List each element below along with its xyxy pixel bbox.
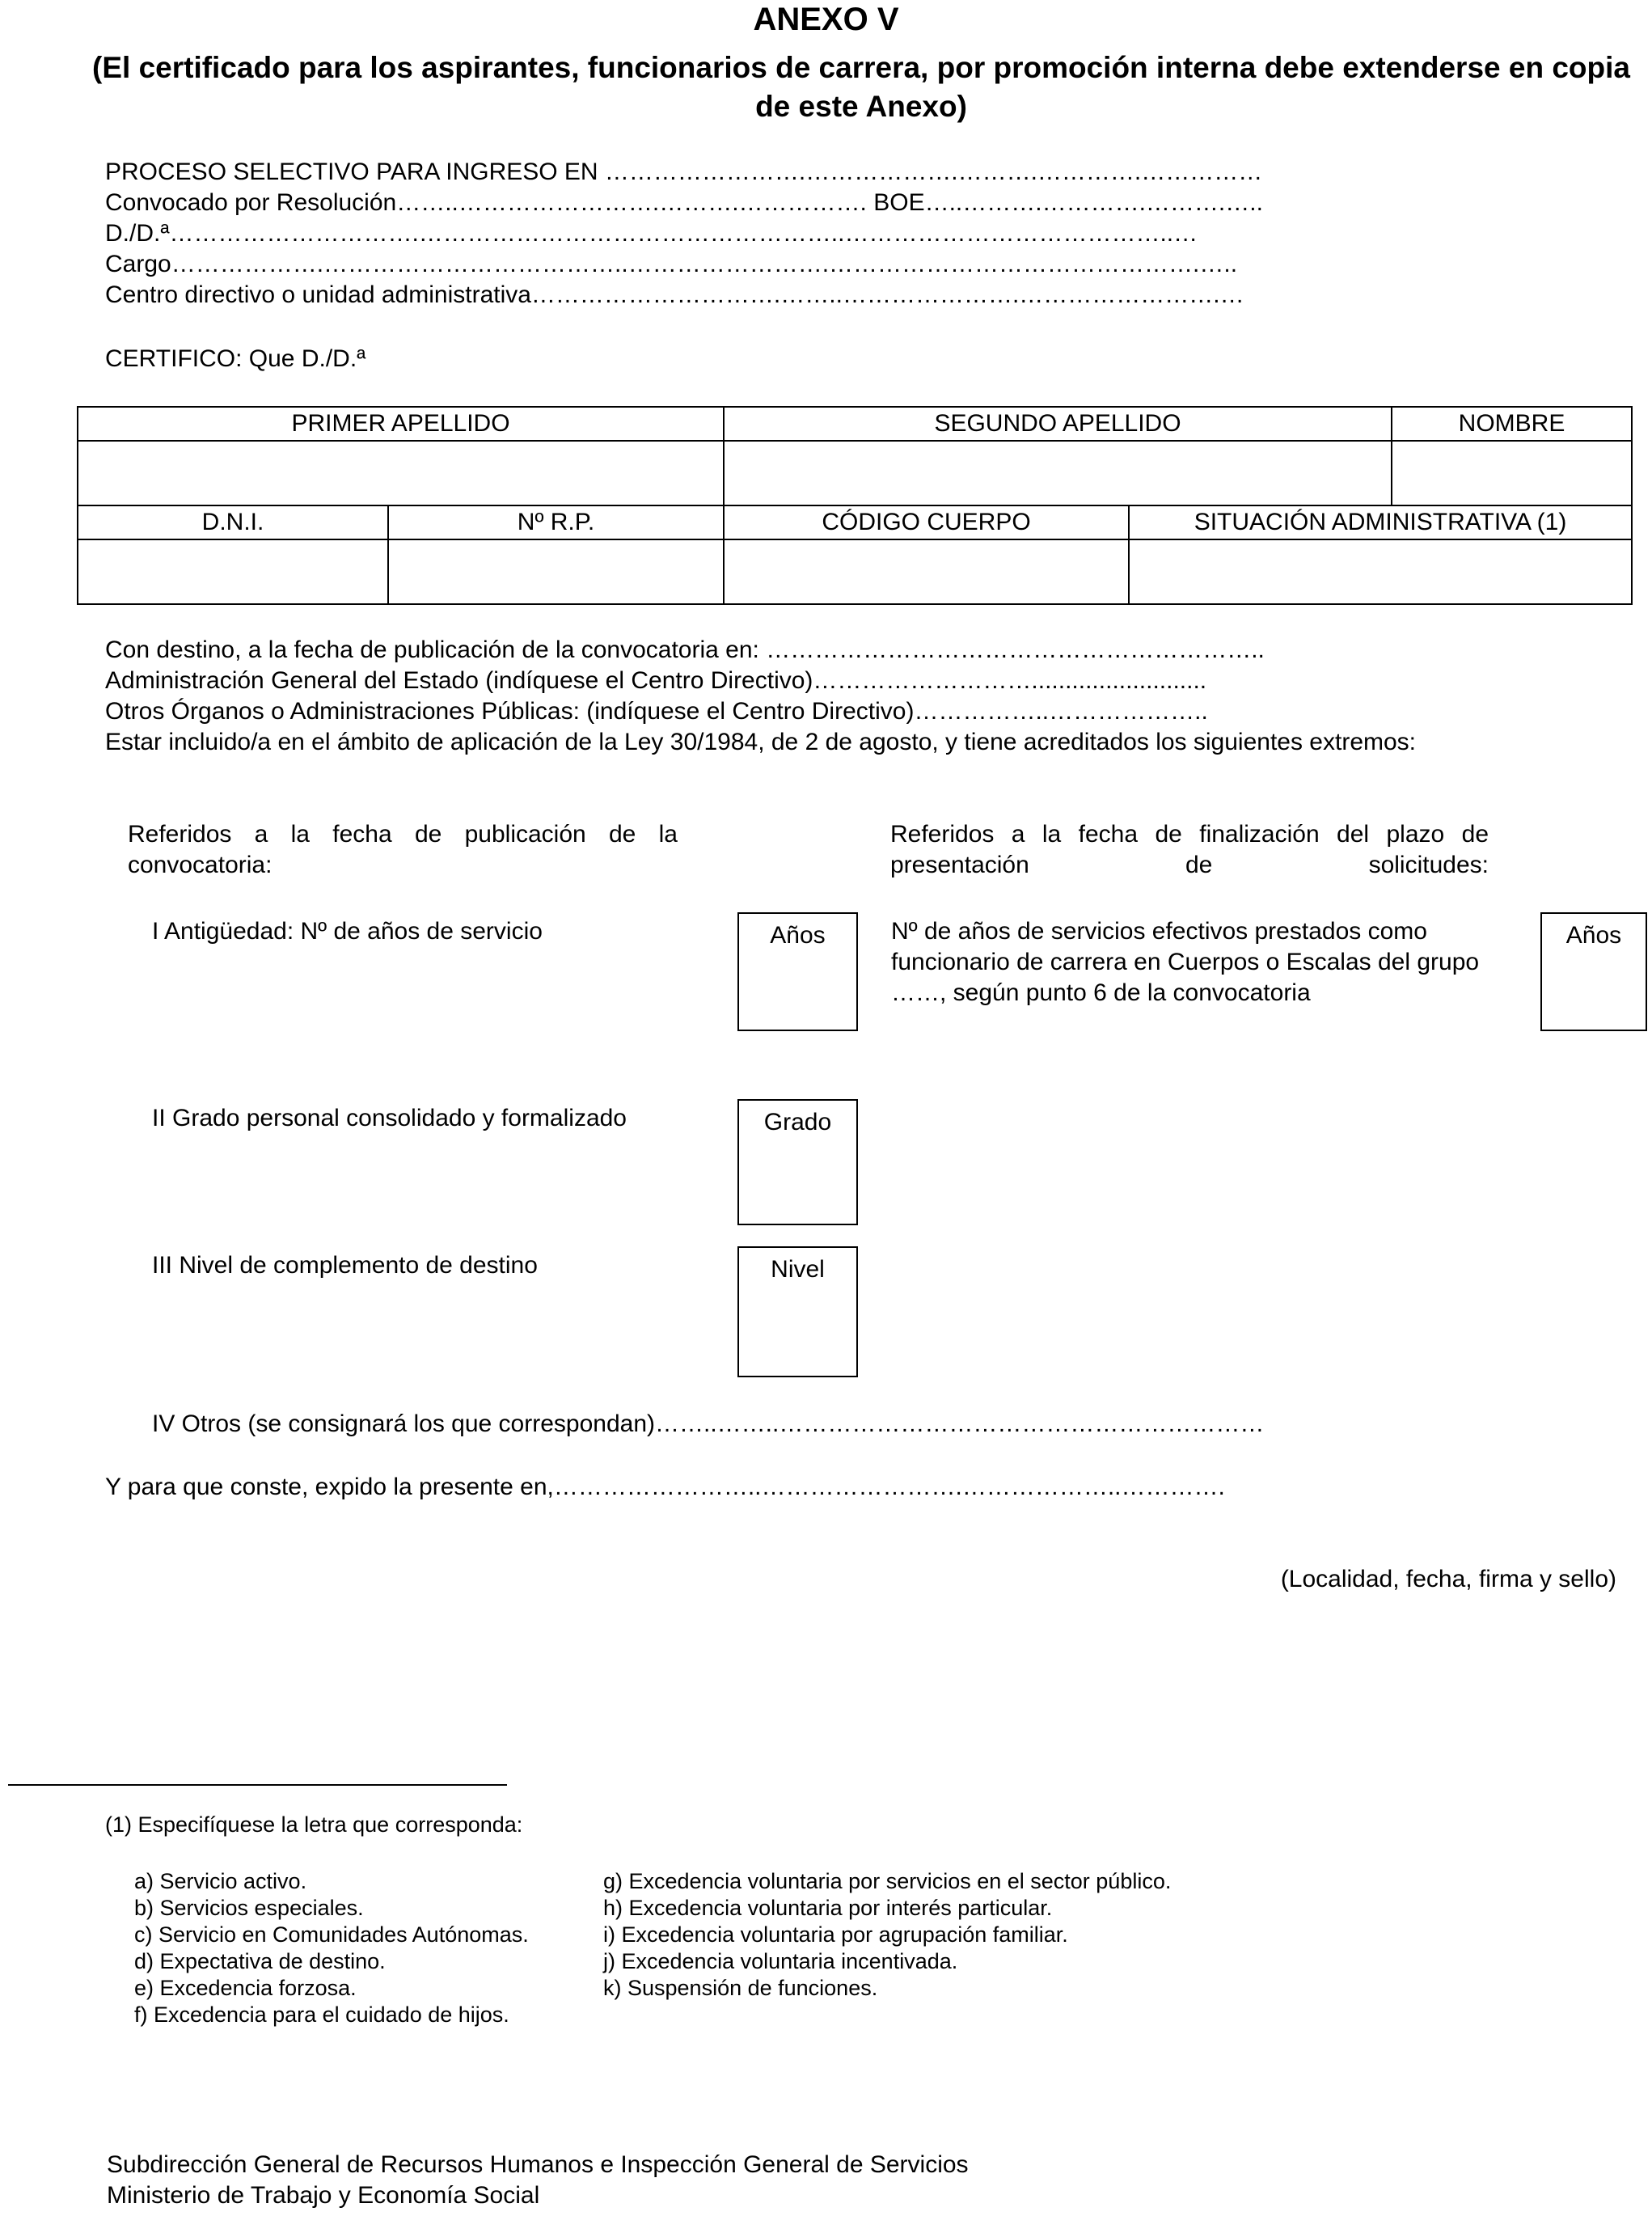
footnote-divider (8, 1784, 507, 1786)
grado-box[interactable] (737, 1099, 858, 1225)
issuer-line-1: Subdirección General de Recursos Humanos e Inspección General de Servicios (107, 2151, 969, 2178)
anos-box-right-label: Años (1565, 922, 1622, 949)
field-nombre[interactable] (1392, 441, 1632, 505)
footnote-item-c: c) Servicio en Comunidades Autónomas. (134, 1922, 529, 1947)
cargo-line: Cargo……………….………………………………..…………………….……………………………………….….. (105, 251, 1238, 277)
header-dni: D.N.I. (78, 505, 388, 539)
certifico-line: CERTIFICO: Que D./D.ª (105, 345, 366, 372)
header-codigo-cuerpo: CÓDIGO CUERPO (724, 505, 1129, 539)
footnote-item-k: k) Suspensión de funciones. (603, 1976, 878, 2000)
grado-box-label: Grado (763, 1109, 832, 1135)
field-segundo-apellido[interactable] (724, 441, 1392, 505)
footnote-item-e: e) Excedencia forzosa. (134, 1976, 357, 2000)
document-subtitle: (El certificado para los aspirantes, funcionarios de carrera, por promoción interna debe extenderse en copia de este Anexo) (92, 51, 1630, 123)
right-heading: Referidos a la fecha de finalización del plazo de presentación de solicitudes: (890, 821, 1489, 878)
footnote-item-a: a) Servicio activo. (134, 1869, 307, 1893)
footnote-item-d: d) Expectativa de destino. (134, 1949, 386, 1973)
nivel-box-label: Nivel (771, 1256, 825, 1283)
footnote-item-i: i) Excedencia voluntaria por agrupación familiar. (603, 1922, 1068, 1947)
footnote-item-h: h) Excedencia voluntaria por interés particular. (603, 1896, 1053, 1920)
nivel-label: III Nivel de complemento de destino (152, 1252, 538, 1279)
anos-box-right[interactable] (1540, 912, 1647, 1031)
header-situacion-administrativa: SITUACIÓN ADMINISTRATIVA (1) (1129, 505, 1632, 539)
proceso-selectivo-line: PROCESO SELECTIVO PARA INGRESO EN …………………….……………….……….………….…………… (105, 159, 1263, 185)
ley-30-1984-line: Estar incluido/a en el ámbito de aplicación de la Ley 30/1984, de 2 de agosto, y tiene acreditados los siguientes extremos: (105, 729, 1417, 755)
field-codigo-cuerpo[interactable] (724, 539, 1129, 604)
convocado-line: Convocado por Resolución……..…………………….……….……………. BOE…..……….………….……….….. (105, 189, 1263, 216)
identity-table (77, 406, 1633, 605)
footnote-item-b: b) Servicios especiales. (134, 1896, 364, 1920)
otros-organos-line: Otros Órganos o Administraciones Públicas: (indíquese el Centro Directivo)……………..……………….. (105, 698, 1208, 725)
footnote-item-g: g) Excedencia voluntaria por servicios en el sector público. (603, 1869, 1172, 1893)
grado-label: II Grado personal consolidado y formalizado (152, 1105, 627, 1131)
nivel-box[interactable] (737, 1246, 858, 1377)
field-dni[interactable] (78, 539, 388, 604)
antiguedad-label: I Antigüedad: Nº de años de servicio (152, 918, 543, 945)
header-primer-apellido: PRIMER APELLIDO (78, 407, 724, 441)
dd-line: D./D.ª………………………….……………………………………………..…………………………………..… (105, 220, 1198, 247)
con-destino-line: Con destino, a la fecha de publicación de la convocatoria en: …………………………………………………….. (105, 636, 1265, 663)
footnote-title: (1) Especifíquese la letra que corresponda: (105, 1812, 523, 1837)
conste-line: Y para que conste, expido la presente en,……………………..…………………….………………..…………. (105, 1474, 1225, 1500)
field-nrp[interactable] (388, 539, 724, 604)
header-nombre: NOMBRE (1392, 407, 1632, 441)
centro-directivo-line: Centro directivo o unidad administrativa………………………….……..………………….…………………….… (105, 281, 1244, 308)
age-line: Administración General del Estado (indíquese el Centro Directivo)……………………….......................... (105, 667, 1207, 694)
footnote-item-f: f) Excedencia para el cuidado de hijos. (134, 2002, 509, 2027)
document-title: ANEXO V (753, 2, 899, 37)
footnote-item-j: j) Excedencia voluntaria incentivada. (603, 1949, 958, 1973)
header-segundo-apellido: SEGUNDO APELLIDO (724, 407, 1392, 441)
field-situacion-administrativa[interactable] (1129, 539, 1632, 604)
issuer-line-2: Ministerio de Trabajo y Economía Social (107, 2182, 540, 2209)
field-primer-apellido[interactable] (78, 441, 724, 505)
firma-label: (Localidad, fecha, firma y sello) (1280, 1566, 1616, 1592)
anos-box-label: Años (770, 922, 826, 949)
anos-box[interactable] (737, 912, 858, 1031)
left-heading: Referidos a la fecha de publicación de la convocatoria: (128, 821, 678, 878)
header-nrp: Nº R.P. (388, 505, 724, 539)
otros-line: IV Otros (se consignará los que correspondan)……..……..…………………………………………………… (152, 1410, 1265, 1437)
servicios-efectivos-text: Nº de años de servicios efectivos prestados como funcionario de carrera en Cuerpos o Escalas del grupo ……, según punto 6 de la convocatoria (891, 918, 1480, 1006)
